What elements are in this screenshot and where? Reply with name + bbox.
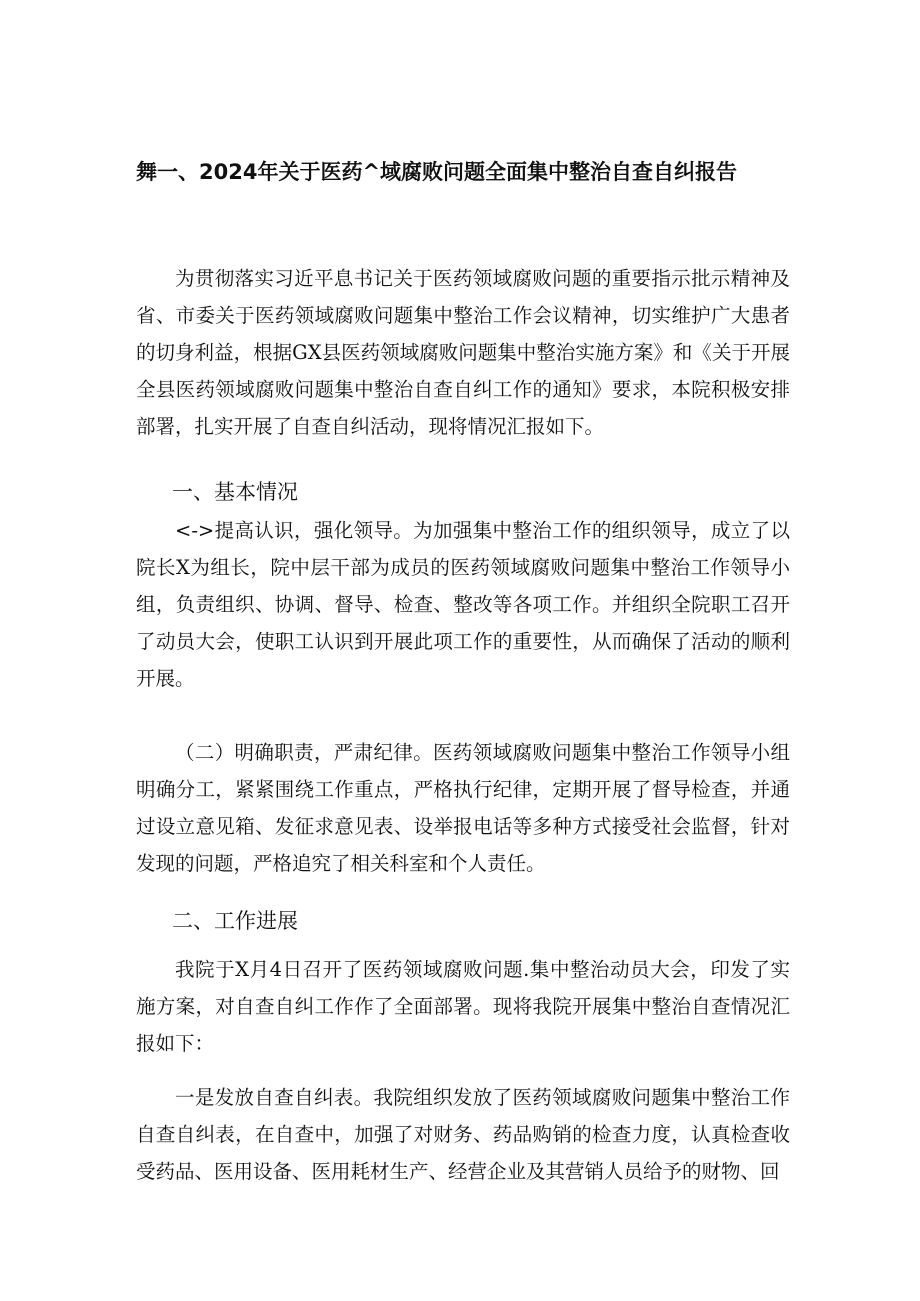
paragraph-clarify-duties: （二）明确职责，严肃纪律。医药领域腐败问题集中整治工作领导小组明确分工，紧紧围绕工作重点，严格执行纪律，定期开展了督导检查，并通过设立意见箱、发征求意见表、设举报电话等多种方式接受社会监督，针对发现的问题，严格追究了相关科室和个人责任。 — [136, 741, 790, 875]
paragraph-mobilization-meeting: 我院于X月4日召开了医药领域腐败问题.集中整治动员大会，印发了实施方案，对自查自纠工作作了全面部署。现将我院开展集中整治自查情况汇报如下： — [136, 958, 790, 1055]
section-heading-work-progress: 二、工作进展 — [172, 909, 298, 933]
paragraph-self-check-form: 一是发放自查自纠表。我院组织发放了医药领域腐败问题集中整治工作自查自纠表，在自查中，加强了对财务、药品购销的检查力度，认真检查收受药品、医用设备、医用耗材生产、经营企业及其营销人员给予的财物、回 — [136, 1086, 790, 1183]
intro-paragraph: 为贯彻落实习近平息书记关于医药领域腐败问题的重要指示批示精神及省、市委关于医药领域腐败问题集中整治工作会议精神，切实维护广大患者的切身利益，根据GX县医药领域腐败问题集中整治实施方案》和《关于开展全县医药领域腐败问题集中整治自查自纠工作的通知》要求，本院积极安排部署，扎实开展了自查自纠活动，现将情况汇报如下。 — [136, 267, 790, 438]
document-title: 舞一、2024年关于医药^域腐败问题全面集中整治自查自纠报告 — [136, 160, 738, 184]
section-heading-basic-situation: 一、基本情况 — [172, 480, 298, 504]
paragraph-raise-awareness: <->提高认识，强化领导。为加强集中整治工作的组织领导，成立了以院长X为组长，院中层干部为成员的医药领域腐败问题集中整治工作领导小组，负责组织、协调、督导、检查、整改等各项工作。并组织全院职工召开了动员大会，使职工认识到开展此项工作的重要性，从而确保了活动的顺利开展。 — [136, 519, 790, 690]
